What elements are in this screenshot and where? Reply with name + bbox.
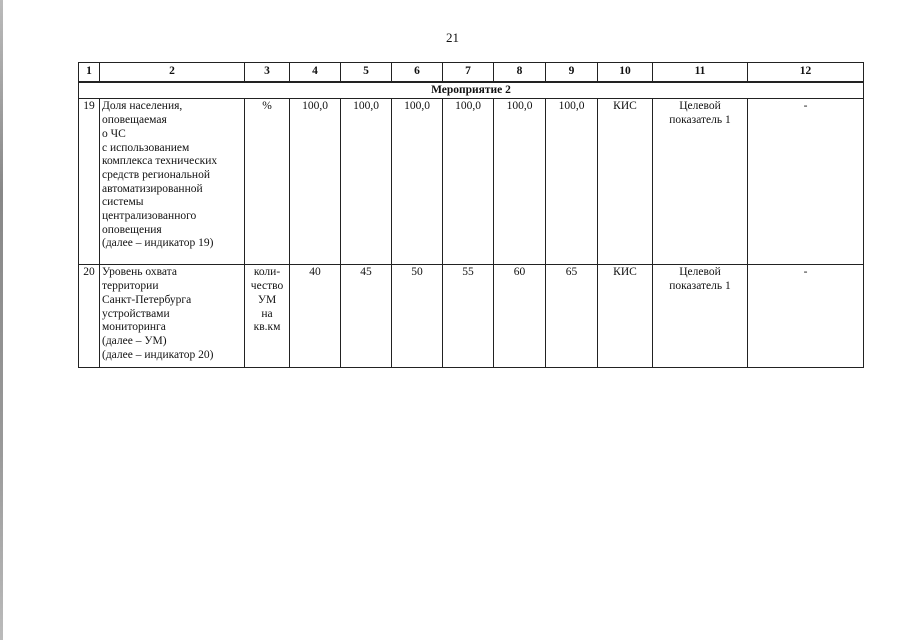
note-cell: - (748, 99, 864, 265)
section-title: Мероприятие 2 (79, 82, 864, 99)
column-header: 3 (245, 63, 290, 82)
column-number-row (79, 63, 864, 82)
indicator-name-line: автоматизированной (102, 182, 203, 195)
value-cell: 100,0 (341, 99, 392, 265)
scan-left-edge (0, 0, 3, 640)
value-cell: 65 (546, 265, 598, 368)
source-cell: КИС (598, 99, 653, 265)
indicator-type-line: показатель 1 (669, 280, 731, 293)
section-row (79, 82, 864, 99)
page-number: 21 (446, 30, 459, 45)
indicator-name-line: централизованного (102, 210, 197, 223)
indicator-type-line: Целевой (679, 266, 721, 279)
column-header: 2 (100, 63, 245, 82)
indicator-name-line: о ЧС (102, 127, 126, 140)
value-cell: 100,0 (494, 99, 546, 265)
indicators-table (78, 62, 864, 368)
indicator-name-line: системы (102, 196, 144, 209)
table-row (79, 265, 864, 368)
indicator-name (100, 99, 245, 265)
table-row (79, 99, 864, 265)
indicator-type (653, 265, 748, 368)
row-number: 19 (79, 99, 100, 265)
value-cell: 100,0 (290, 99, 341, 265)
unit-line: на (261, 307, 273, 320)
indicator-name-line: (далее – УМ) (102, 334, 167, 347)
value-cell: 100,0 (392, 99, 443, 265)
indicator-name-line: средств региональной (102, 168, 210, 181)
value-cell: 55 (443, 265, 494, 368)
unit (245, 265, 290, 368)
column-header: 8 (494, 63, 546, 82)
unit-line: кв.км (253, 321, 281, 334)
value-cell: 100,0 (443, 99, 494, 265)
value-cell: 60 (494, 265, 546, 368)
indicator-name-line: Санкт-Петербурга (102, 293, 192, 306)
indicator-name-line: (далее – индикатор 20) (102, 348, 214, 361)
indicator-type (653, 99, 748, 265)
column-header: 6 (392, 63, 443, 82)
indicator-name-line: территории (102, 280, 159, 293)
indicator-name-line: мониторинга (102, 321, 166, 334)
column-header: 9 (546, 63, 598, 82)
indicator-name-line: с использованием (102, 141, 190, 154)
value-cell: 100,0 (546, 99, 598, 265)
indicator-name-line: оповещаемая (102, 114, 167, 127)
indicator-name-line: устройствами (102, 307, 170, 320)
row-number: 20 (79, 265, 100, 368)
value-cell: 50 (392, 265, 443, 368)
unit-line: чество (250, 280, 284, 293)
column-header: 1 (79, 63, 100, 82)
indicator-name-line: (далее – индикатор 19) (102, 237, 214, 250)
note-cell: - (748, 265, 864, 368)
value-cell: 40 (290, 265, 341, 368)
value-cell: 45 (341, 265, 392, 368)
column-header: 10 (598, 63, 653, 82)
indicator-type-line: Целевой (679, 100, 721, 113)
column-header: 11 (653, 63, 748, 82)
unit-line: % (262, 100, 272, 113)
indicator-type-line: показатель 1 (669, 114, 731, 127)
indicator-name-line: Доля населения, (102, 100, 183, 113)
column-header: 12 (748, 63, 864, 82)
indicator-name-line: оповещения (102, 223, 162, 236)
unit-line: коли- (253, 266, 281, 279)
unit (245, 99, 290, 265)
indicator-name-line: Уровень охвата (102, 266, 177, 279)
indicator-name (100, 265, 245, 368)
indicator-name-line: комплекса технических (102, 155, 218, 168)
column-header: 5 (341, 63, 392, 82)
column-header: 4 (290, 63, 341, 82)
source-cell: КИС (598, 265, 653, 368)
unit-line: УМ (257, 293, 277, 306)
column-header: 7 (443, 63, 494, 82)
